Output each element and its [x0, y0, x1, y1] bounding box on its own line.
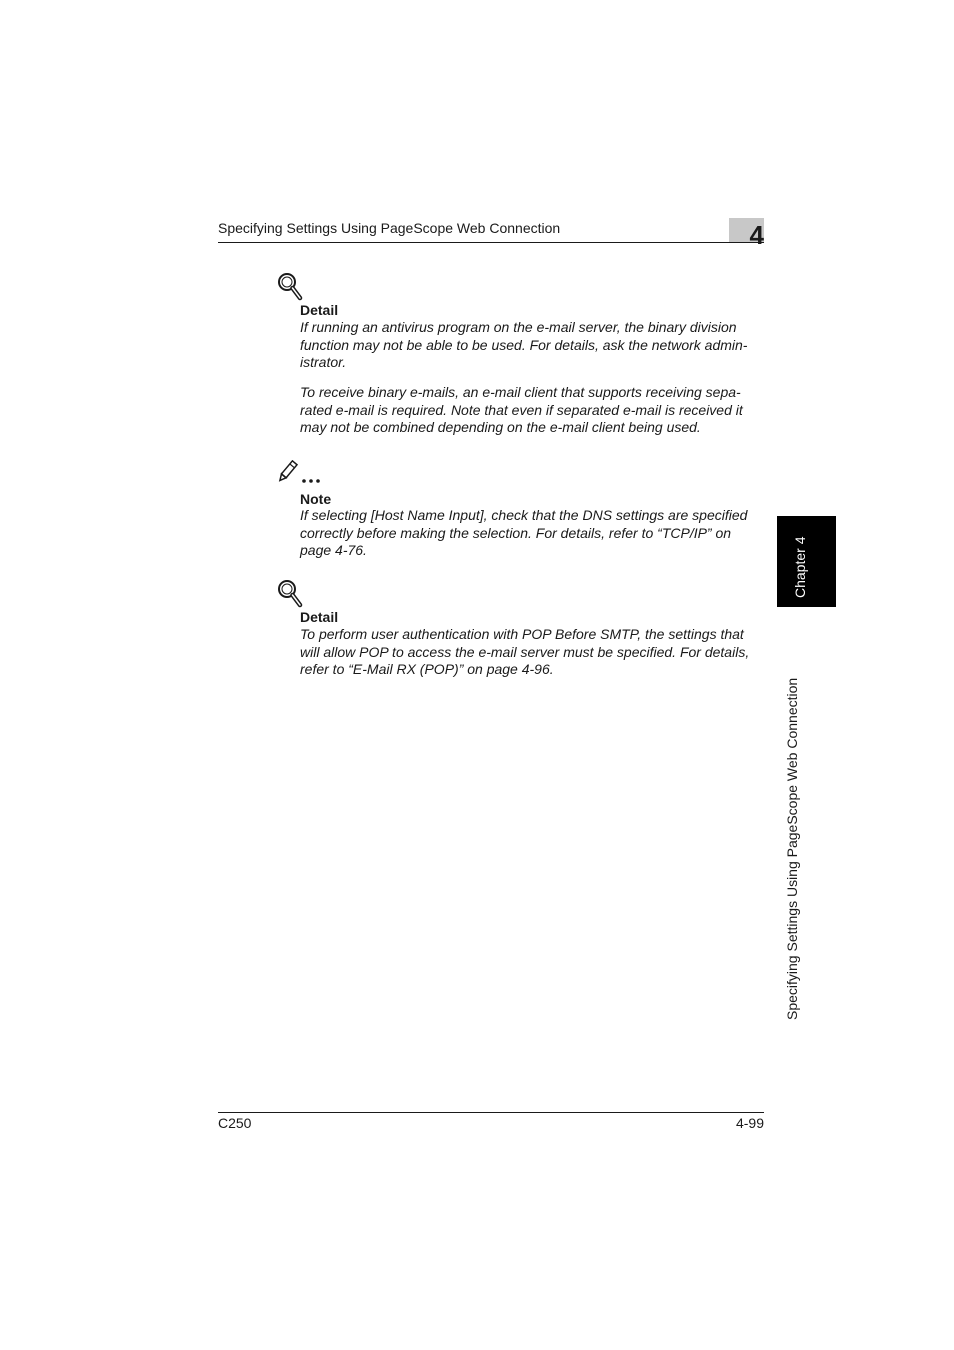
chapter-side-tab	[777, 516, 836, 607]
magnifier-icon	[277, 272, 303, 302]
running-header-title: Specifying Settings Using PageScope Web Connection	[218, 220, 561, 236]
pencil-note-icon	[277, 460, 325, 486]
page-number: 4-99	[735, 1115, 764, 1131]
chapter-number-badge	[729, 218, 764, 250]
detail-paragraph: To receive binary e-mails, an e-mail client that supports receiving sepa- rated e-mail is required. Note that even if separated e-mail is received it may not be combined depending on the e-mail client being used.	[300, 384, 743, 436]
detail-paragraph: If running an antivirus program on the e-mail server, the binary division function may not be able to be used. For details, ask the network admin- istrator.	[300, 319, 748, 371]
footer-model: C250	[218, 1115, 252, 1131]
header-rule	[218, 242, 764, 243]
detail-paragraph: To perform user authentication with POP Before SMTP, the settings that will allow POP to access the e-mail server must be specified. For details, refer to “E-Mail RX (POP)” on page 4-96.	[300, 626, 750, 678]
note-label: Note	[300, 491, 332, 507]
magnifier-icon	[277, 579, 303, 609]
chapter-number: 4	[749, 220, 764, 250]
footer-rule	[218, 1112, 764, 1113]
note-paragraph: If selecting [Host Name Input], check that the DNS settings are specified correctly before making the selection. For details, refer to “TCP/IP” on page 4-76.	[300, 507, 748, 559]
detail-label: Detail	[300, 302, 339, 318]
chapter-tab-label: Chapter 4	[792, 536, 808, 598]
side-section-label: Specifying Settings Using PageScope Web Connection	[784, 677, 800, 1020]
detail-label: Detail	[300, 609, 339, 625]
